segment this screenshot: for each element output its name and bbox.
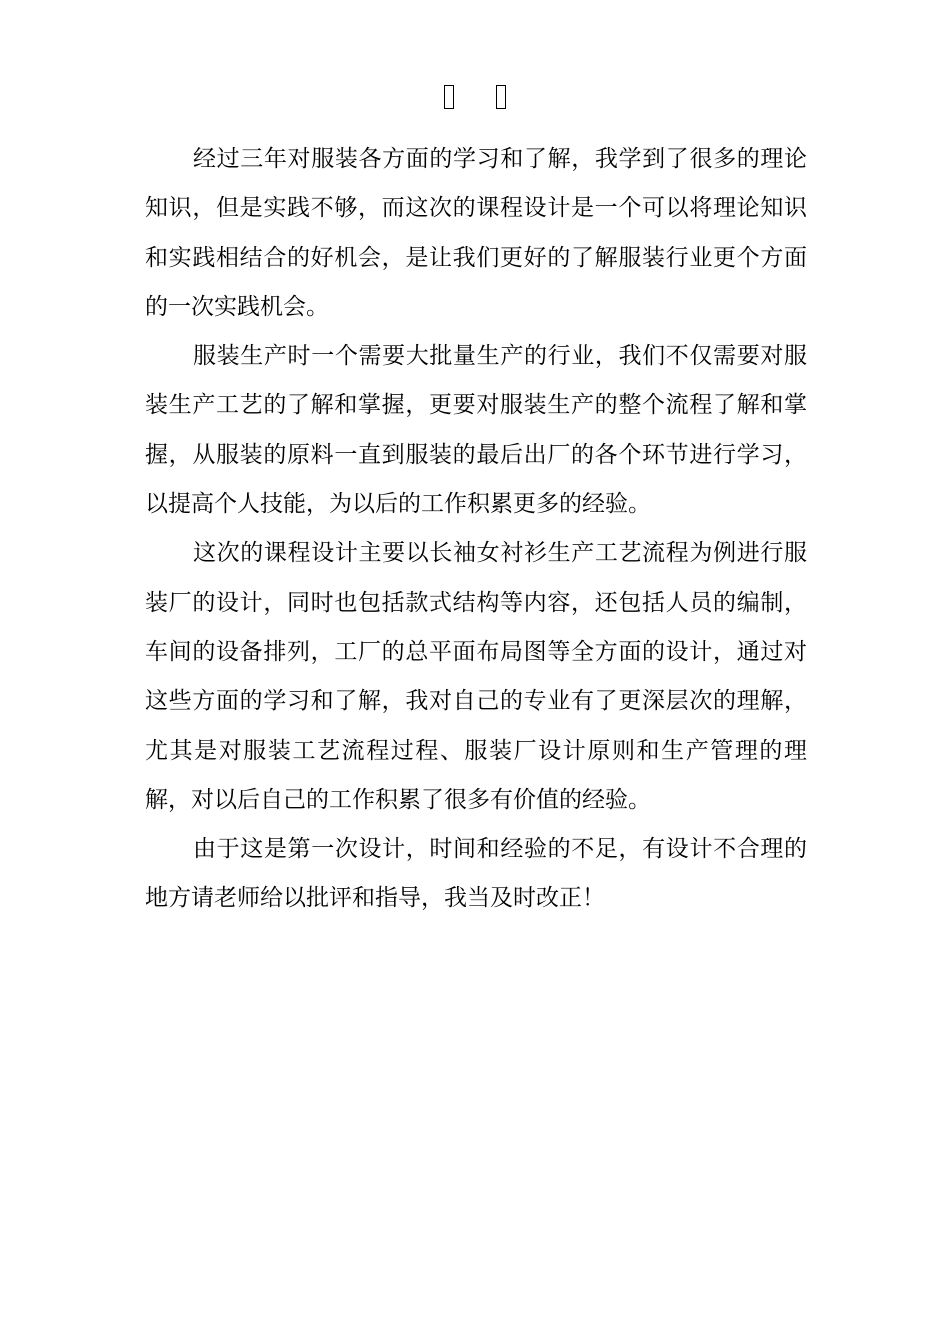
paragraph-1: 经过三年对服装各方面的学习和了解，我学到了很多的理论知识，但是实践不够，而这次的课程设计是一个可以将理论知识和实践相结合的好机会，是让我们更好的了解服装行业更个方面的一次实践机会。 bbox=[145, 146, 807, 320]
document-body bbox=[145, 135, 807, 924]
paragraph-2: 服装生产时一个需要大批量生产的行业，我们不仅需要对服装生产工艺的了解和掌握，更要对服装生产的整个流程了解和掌握，从服装的原料一直到服装的最后出厂的各个环节进行学习，以提高个人技能，为以后的工作积累更多的经验。 bbox=[145, 343, 807, 518]
paragraph-4: 由于这是第一次设计，时间和经验的不足，有设计不合理的地方请老师给以批评和指导，我当及时改正！ bbox=[145, 836, 807, 912]
paragraph-3: 这次的课程设计主要以长袖女衬衫生产工艺流程为例进行服装厂的设计，同时也包括款式结构等内容，还包括人员的编制，车间的设备排列，工厂的总平面布局图等全方面的设计，通过对这些方面的学习和了解，我对自己的专业有了更深层次的理解，尤其是对服装工艺流程过程、服装厂设计原则和生产管理的理解，对以后自己的工作积累了很多有价值的经验。 bbox=[145, 540, 807, 813]
missing-glyph-box bbox=[444, 85, 454, 109]
missing-glyph-box bbox=[496, 85, 506, 109]
page-title bbox=[0, 78, 950, 114]
